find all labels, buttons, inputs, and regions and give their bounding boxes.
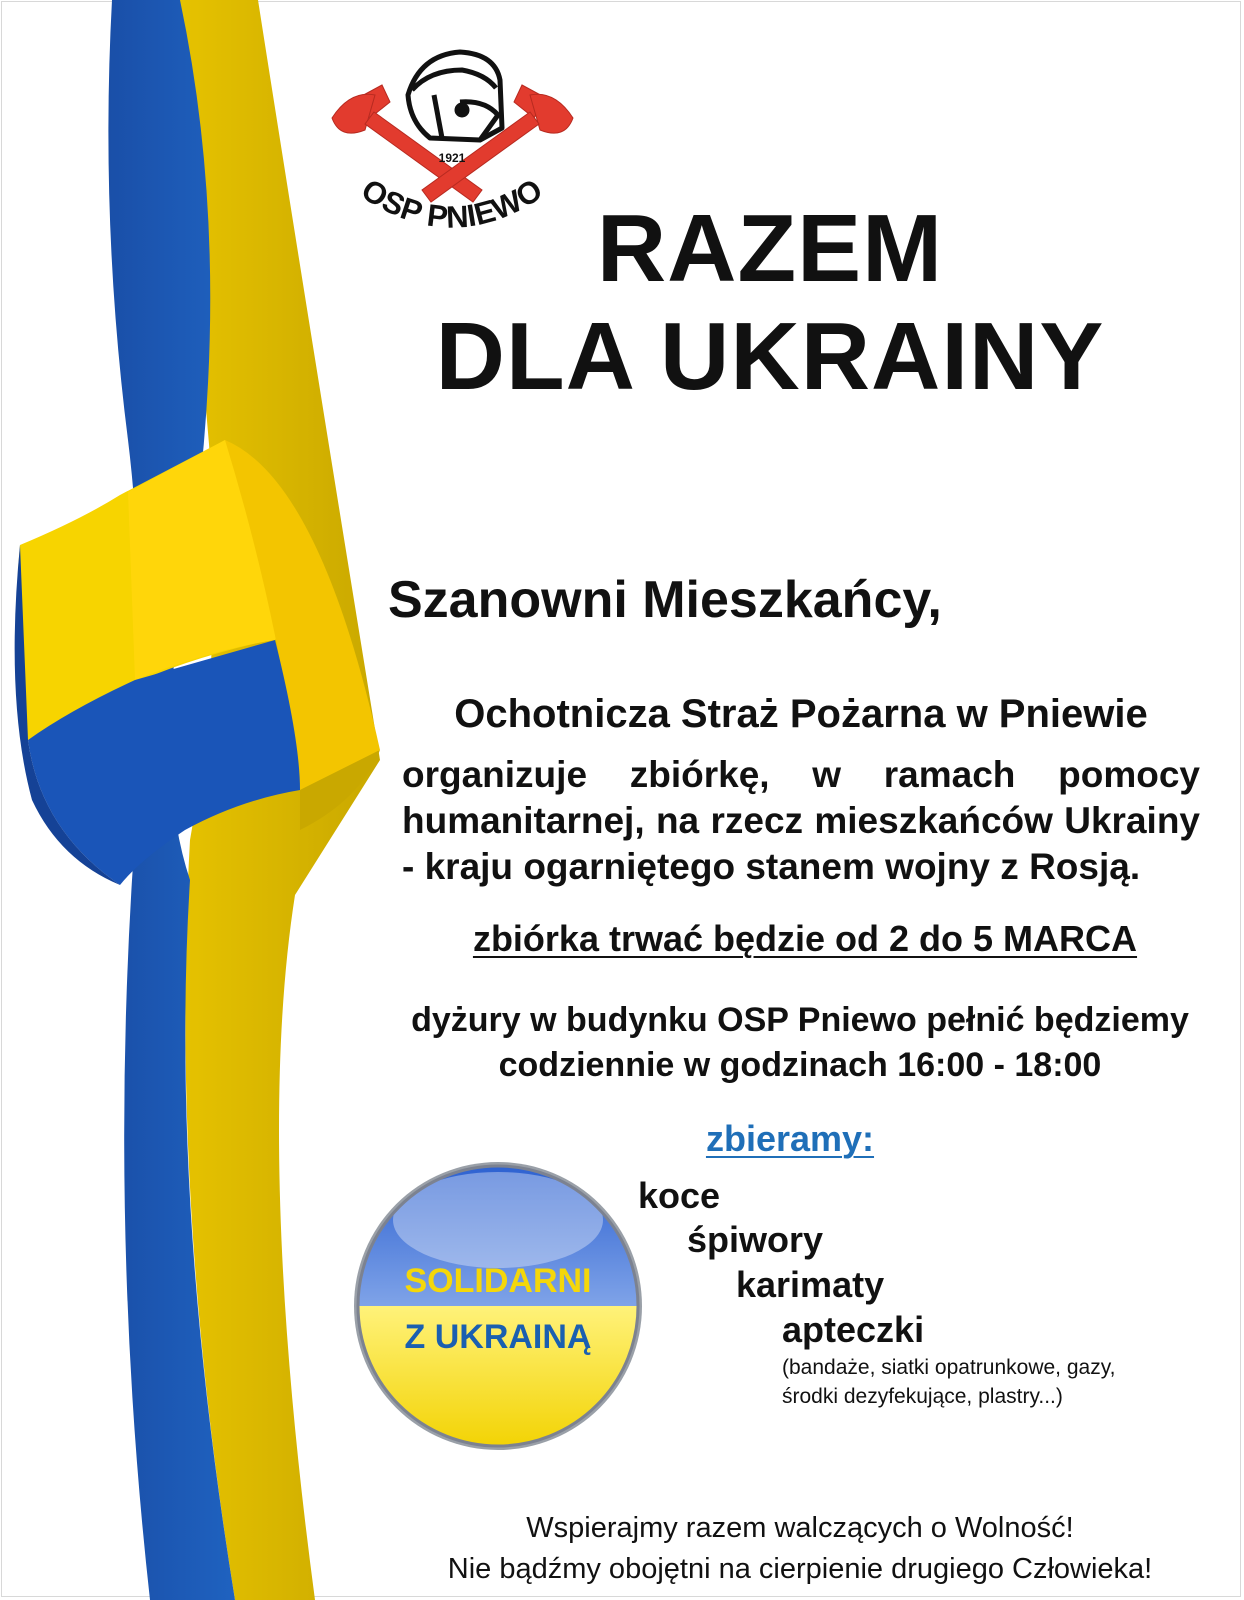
collect-item-first-aid-kits: apteczki [782,1309,925,1350]
footer-line-1: Wspierajmy razem walczących o Wolność! [526,1512,1074,1544]
note-line-1: (bandaże, siatki opatrunkowe, gazy, [782,1356,1116,1379]
footer-message [380,1508,1220,1590]
collect-item-mats: karimaty [736,1264,885,1305]
footer-line-2: Nie bądźmy obojętni na cierpienie drugiego Człowieka! [447,1553,1153,1585]
intro-line-2: humanitarnej, na rzecz mieszkańców Ukrainy [402,800,1200,841]
collection-dates [410,918,1200,960]
collect-item-sleeping-bags: śpiwory [687,1219,824,1260]
logo-name: OSP PNIEWO [355,171,549,235]
intro-line-3: - kraju ogarniętego stanem wojny z Rosją. [402,846,1141,887]
duty-line-2: codziennie w godzinach 16:00 - 18:00 [498,1046,1102,1084]
first-aid-note [782,1353,1115,1411]
collect-title: zbieramy: [705,1118,875,1159]
duty-line-1: dyżury w budynku OSP Pniewo pełnić będziemy [411,1001,1189,1039]
page-title [410,195,1130,411]
title-line-2: DLA UKRAINY [435,303,1105,410]
intro-paragraph [402,752,1200,890]
title-line-1: RAZEM [596,195,944,302]
badge-line-1: SOLIDARNI [404,1262,592,1300]
greeting: Szanowni Mieszkańcy, [388,571,942,629]
collection-dates-text: zbiórka trwać będzie od 2 do 5 MARCA [472,918,1138,959]
solidarity-badge [352,1160,644,1452]
badge-line-2: Z UKRAINĄ [404,1318,592,1356]
intro-line-1: organizuje zbiórkę, w ramach pomocy [402,754,1200,795]
duty-hours [395,998,1205,1088]
note-line-2: środki dezyfekujące, plastry...) [782,1385,1063,1408]
collect-item-blankets: koce [638,1175,721,1216]
helmet-icon [408,52,502,140]
organization-name: Ochotnicza Straż Pożarna w Pniewie [454,692,1148,736]
logo-year: 1921 [438,151,466,165]
